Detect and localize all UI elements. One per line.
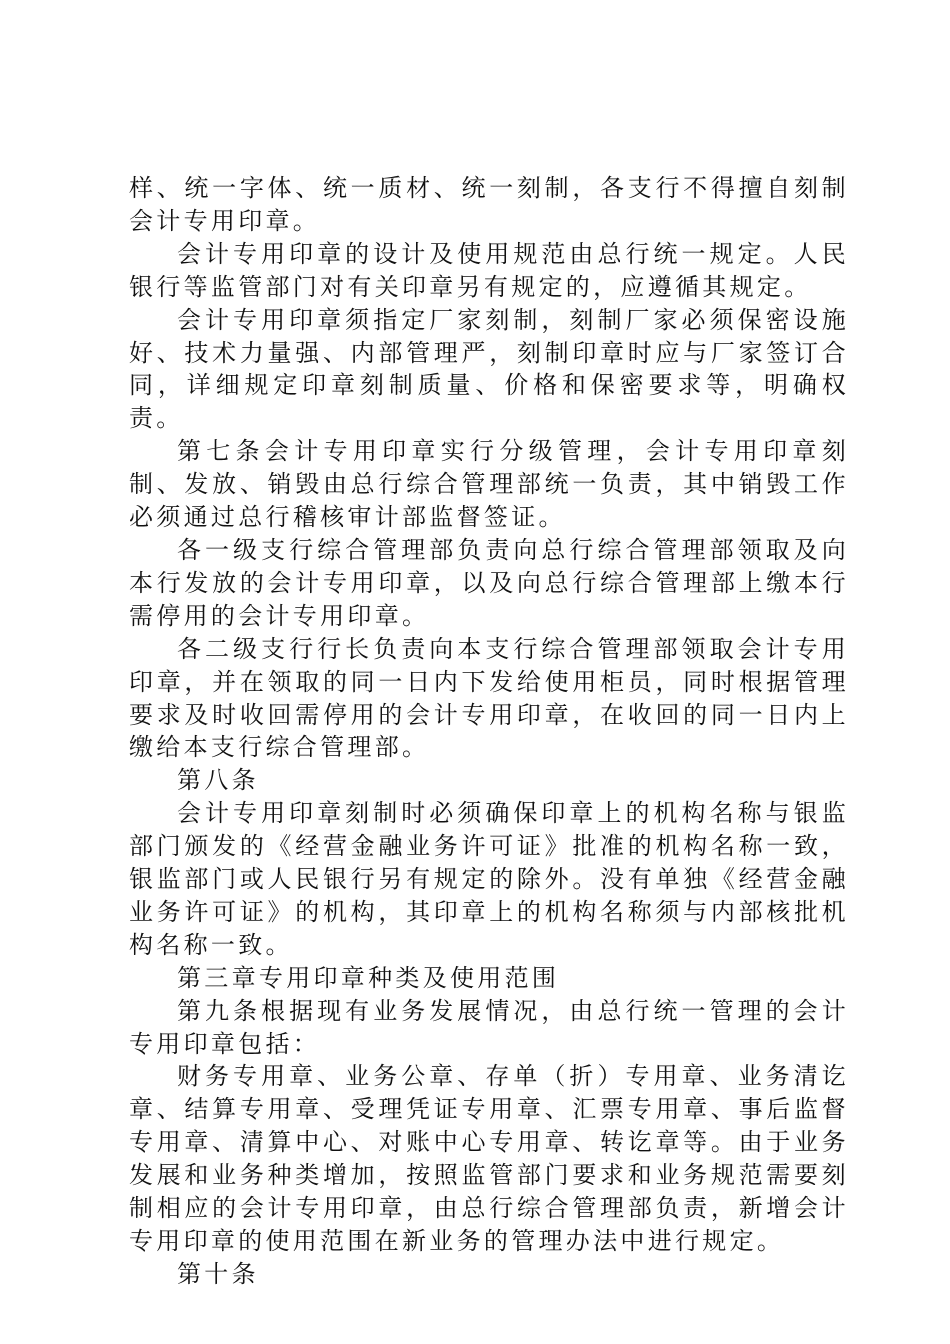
paragraph-first-level-branch: 各一级支行综合管理部负责向总行综合管理部领取及向本行发放的会计专用印章，以及向总行综合管理部上缴本行需停用的会计专用印章。: [129, 535, 849, 630]
paragraph-seal-manufacture: 会计专用印章须指定厂家刻制，刻制厂家必须保密设施好、技术力量强、内部管理严，刻制印章时应与厂家签订合同，详细规定印章刻制质量、价格和保密要求等，明确权责。: [129, 305, 849, 433]
paragraph-seal-types: 财务专用章、业务公章、存单（折）专用章、业务清讫章、结算专用章、受理凭证专用章、汇票专用章、事后监督专用章、清算中心、对账中心专用章、转讫章等。由于业务发展和业务种类增加，按照监管部门要求和业务规范需要刻制相应的会计专用印章，由总行综合管理部负责，新增会计专用印章的使用范围在新业务的管理办法中进行规定。: [129, 1062, 849, 1255]
heading-article-8: 第八条: [177, 766, 259, 795]
paragraph-article-7: 第七条会计专用印章实行分级管理，会计专用印章刻制、发放、销毁由总行综合管理部统一负责，其中销毁工作必须通过总行稽核审计部监督签证。: [129, 437, 849, 532]
paragraph-seal-design: 会计专用印章的设计及使用规范由总行统一规定。人民银行等监管部门对有关印章另有规定的，应遵循其规定。: [129, 239, 849, 301]
paragraph-continuation: 样、统一字体、统一质材、统一刻制，各支行不得擅自刻制会计专用印章。: [129, 174, 849, 235]
heading-chapter-3: 第三章专用印章种类及使用范围: [177, 963, 560, 992]
paragraph-article-9: 第九条根据现有业务发展情况，由总行统一管理的会计专用印章包括：: [129, 996, 849, 1058]
paragraph-second-level-branch: 各二级支行行长负责向本支行综合管理部领取会计专用印章，并在领取的同一日内下发给使用柜员，同时根据管理要求及时收回需停用的会计专用印章，在收回的同一日内上缴给本支行综合管理部。: [129, 634, 849, 762]
heading-article-10: 第十条: [177, 1259, 259, 1288]
paragraph-institution-name: 会计专用印章刻制时必须确保印章上的机构名称与银监部门颁发的《经营金融业务许可证》批准的机构名称一致，银监部门或人民银行另有规定的除外。没有单独《经营金融业务许可证》的机构，其印章上的机构名称须与内部核批机构名称一致。: [129, 799, 849, 959]
document-body: [129, 172, 849, 1291]
